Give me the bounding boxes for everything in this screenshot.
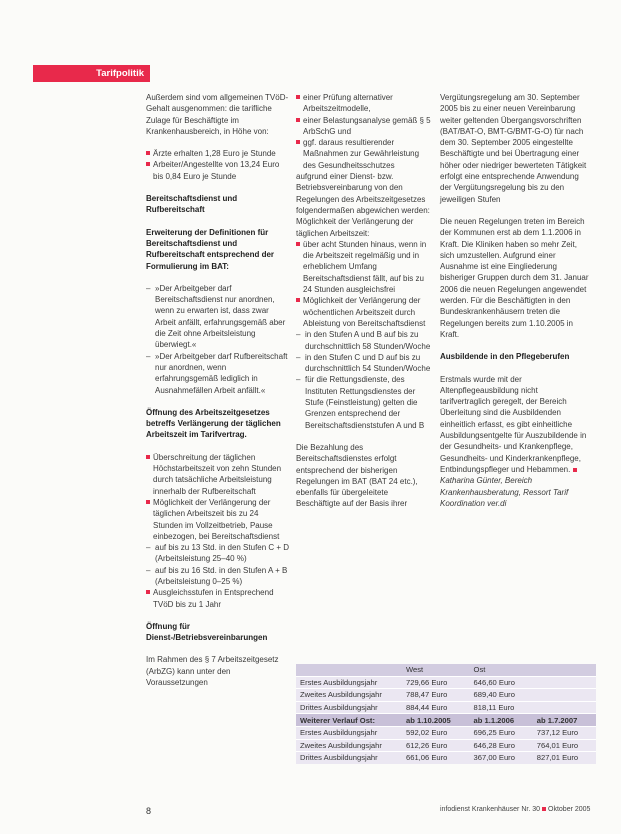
footer-publication: infodienst Krankenhäuser Nr. 30 — [440, 806, 541, 813]
bullet-list — [146, 148, 290, 182]
paragraph: Die neuen Regelungen treten im Bereich der Kommunen erst ab dem 1.1.2006 in Kraft. Die Kliniken haben so mehr Zeit, sich umzustellen. Aufgrund einer Ausnahme ist eine Eingliederung bisheriger Gruppen durch dem 31. Januar 2006 die neuen Regelungen angewendet werden. Für die Beschäftigten in den Bundeskrankenhäusern treten die Regelungen bereits zum 1.10.2005 in Kraft. — [440, 216, 589, 339]
table-header-cell — [296, 664, 402, 676]
table-row — [296, 752, 596, 764]
list-item: – auf bis zu 16 Std. in den Stufen A + B (Arbeitsleistung 0–25 %) — [146, 565, 290, 588]
table-header-cell — [533, 664, 596, 676]
list-item: einer Belastungsanalyse gemäß § 5 ArbSchG und — [296, 115, 434, 138]
paragraph-text: Erstmals wurde mit der Altenpflegeausbildung nicht tarifvertraglich geregelt, der Bereich Überleitung sind die Ausbildenden einheitlich erfasst, es gibt einheitliche Ausbildungsentgelte für Auszubildende in der Gesundheits- und Krankenpflege, Gesundheits- und Kinderkrankenpflege, Entbindungspfleger und Hebammen. — [440, 374, 587, 474]
table-row — [296, 689, 596, 702]
footer-date: Oktober 2005 — [548, 806, 591, 813]
table-header-cell: West — [402, 664, 470, 676]
end-mark-icon — [573, 468, 577, 472]
page-footer — [440, 806, 590, 813]
table-cell: 818,11 Euro — [470, 701, 533, 714]
table-cell: Erstes Ausbildungsjahr — [296, 676, 402, 689]
table-cell: Drittes Ausbildungsjahr — [296, 701, 402, 714]
section-tag: Tarifpolitik — [33, 65, 150, 82]
table-subheader-row — [296, 714, 596, 727]
table-header-cell: Ost — [470, 664, 533, 676]
table-row — [296, 701, 596, 714]
table-cell: Zweites Ausbildungsjahr — [296, 689, 402, 702]
heading-dienstvereinbarungen: Öffnung für Dienst-/Betriebsvereinbarungen — [146, 621, 268, 643]
table-cell: 696,25 Euro — [470, 726, 533, 739]
paragraph: Im Rahmen des § 7 Arbeitszeitgesetz (ArbZG) kann unter den Voraussetzungen — [146, 655, 279, 688]
table-cell — [533, 676, 596, 689]
list-item: – »Der Arbeitgeber darf Rufbereitschaft nur anordnen, wenn erfahrungsgemäß lediglich in Ausnahmefällen Arbeit anfällt.« — [146, 351, 290, 396]
list-item: – für die Rettungsdienste, des Instituten Rettungsdienstes der Stufe (Feinstleistung) gelten die Grenzen entsprechend der Bereitschaftsdienststufen A und B — [296, 374, 434, 430]
bullet-list — [296, 239, 434, 329]
table-cell: 646,60 Euro — [470, 676, 533, 689]
salary-table — [296, 664, 596, 764]
table-cell: 737,12 Euro — [533, 726, 596, 739]
table-cell: Erstes Ausbildungsjahr — [296, 726, 402, 739]
table-cell: 729,66 Euro — [402, 676, 470, 689]
dash-list — [296, 329, 434, 431]
table-cell: 827,01 Euro — [533, 752, 596, 764]
heading-bereitschaft: Bereitschaftsdienst und Rufbereitschaft — [146, 194, 238, 215]
list-item: über acht Stunden hinaus, wenn in die Arbeitszeit regelmäßig und in erheblichem Umfang Bereitschaftsdienst fällt, auf bis zu 24 Stunden ausgleichsfrei — [296, 239, 434, 295]
list-item: Überschreitung der täglichen Höchstarbeitszeit von zehn Stunden durch tatsächliche Arbeitsleistung innerhalb der Rufbereitschaft — [146, 452, 290, 497]
table-cell: 764,01 Euro — [533, 739, 596, 752]
dash-list — [146, 542, 290, 587]
list-item: ggf. daraus resultierender Maßnahmen zur Gewährleistung des Gesundheitsschutzes — [296, 137, 434, 171]
table-cell: 788,47 Euro — [402, 689, 470, 702]
table-cell: Zweites Ausbildungsjahr — [296, 739, 402, 752]
heading-oeffnung: Öffnung des Arbeitszeitgesetzes betreffs Verlängerung der täglichen Arbeitszeit im Tarifvertrag. — [146, 407, 281, 440]
table-cell: Weiterer Verlauf Ost: — [296, 714, 402, 727]
bullet-list — [146, 452, 290, 542]
table-cell: 612,26 Euro — [402, 739, 470, 752]
paragraph: Die Bezahlung des Bereitschaftsdienstes erfolgt entsprechend der bisherigen Regelungen im BAT (BAT 24 etc.), ebenfalls für übergeleitete Beschäftigte auf der Basis ihrer — [296, 442, 418, 509]
list-item: – in den Stufen C und D auf bis zu durchschnittlich 54 Stunden/Woche — [296, 352, 434, 375]
table-cell: Drittes Ausbildungsjahr — [296, 752, 402, 764]
list-item: einer Prüfung alternativer Arbeitszeitmodelle, — [296, 92, 434, 115]
column-2 — [296, 92, 434, 521]
table-header-row — [296, 664, 596, 676]
table-cell — [533, 701, 596, 714]
author-note: Katharina Günter, Bereich Krankenhausberatung, Ressort Tarif Koordination ver.di — [440, 476, 569, 508]
column-3 — [440, 92, 590, 520]
dash-list — [146, 283, 290, 396]
table-cell: 646,28 Euro — [470, 739, 533, 752]
table-row — [296, 739, 596, 752]
paragraph: Möglichkeit der Verlängerung der täglichen Arbeitszeit: — [296, 217, 414, 238]
table-cell: ab 1.7.2007 — [533, 714, 596, 727]
heading-erweiterung: Erweiterung der Definitionen für Bereitschaftsdienst und Rufbereitschaft entsprechend der Formulierung im BAT: — [146, 227, 275, 271]
paragraph: Außerdem sind vom allgemeinen TVöD-Gehalt ausgenommen: die tarifliche Zulage für Beschäftigte im Krankenhausbereich, in Höhe von: — [146, 93, 289, 136]
separator-icon — [542, 807, 546, 811]
bullet-list — [296, 92, 434, 171]
table-cell — [533, 689, 596, 702]
paragraph: aufgrund einer Dienst- bzw. Betriebsvereinbarung von den Regelungen des Arbeitszeitgesetzes folgendermaßen abgewichen werden: — [296, 172, 430, 215]
list-item: Möglichkeit der Verlängerung der täglichen Arbeitszeit bis zu 24 Stunden im Vollzeitbetrieb, Pause einbezogen, bei Bereitschaftsdienst — [146, 497, 290, 542]
list-item: Möglichkeit der Verlängerung der wöchentlichen Arbeitszeit durch Ableistung von Bereitschaftsdienst — [296, 295, 434, 329]
list-item: – »Der Arbeitgeber darf Bereitschaftsdienst nur anordnen, wenn zu erwarten ist, dass zwar Arbeit anfällt, erfahrungsgemäß aber die Zeit ohne Arbeitsleistung überwiegt.« — [146, 283, 290, 351]
list-item: – auf bis zu 13 Std. in den Stufen C + D (Arbeitsleistung 25–40 %) — [146, 542, 290, 565]
table-row — [296, 676, 596, 689]
table-cell: ab 1.10.2005 — [402, 714, 470, 727]
table-row — [296, 726, 596, 739]
table-cell: ab 1.1.2006 — [470, 714, 533, 727]
list-item: Ärzte erhalten 1,28 Euro je Stunde — [146, 148, 290, 159]
table-cell: 884,44 Euro — [402, 701, 470, 714]
page-number: 8 — [146, 806, 152, 816]
table-cell: 367,00 Euro — [470, 752, 533, 764]
paragraph: Vergütungsregelung am 30. September 2005 bis zu einer neuen Vereinbarung weiter geltenden Übergangsvorschriften (BAT/BAT-O, BMT-G/BMT-G-O) für nach dem 30. September 2005 eingestellte Beschäftigte und bei Übertragung einer höher oder niedriger bewerteten Tätigkeit erfolgt eine entsprechende Anwendung der Vergütungsregelung bis zu den jeweiligen Stufen — [440, 93, 587, 204]
heading-ausbildung: Ausbildende in den Pflegeberufen — [440, 352, 570, 362]
table-cell: 592,02 Euro — [402, 726, 470, 739]
list-item: Arbeiter/Angestellte von 13,24 Euro bis 0,84 Euro je Stunde — [146, 159, 290, 182]
list-item: Ausgleichsstufen in Entsprechend TVöD bis zu 1 Jahr — [146, 587, 290, 610]
table-cell: 689,40 Euro — [470, 689, 533, 702]
bullet-list — [146, 587, 290, 610]
table-cell: 661,06 Euro — [402, 752, 470, 764]
list-item: – in den Stufen A und B auf bis zu durchschnittlich 58 Stunden/Woche — [296, 329, 434, 352]
paragraph — [440, 374, 590, 476]
column-1 — [146, 92, 290, 699]
